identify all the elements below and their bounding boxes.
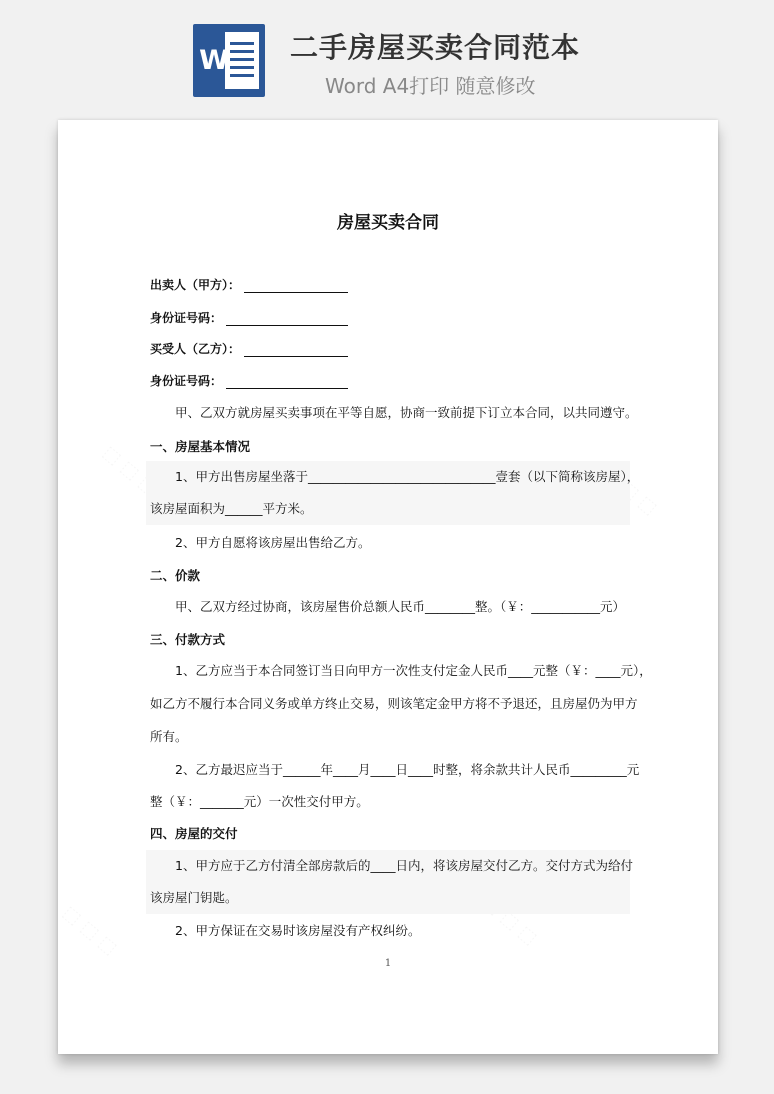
clause-line: 整（￥：_______元）一次性交付甲方。 <box>150 794 369 809</box>
clause-line: 2、乙方最迟应当于______年____月____日____时整，将余款共计人民币_________元 <box>175 762 640 777</box>
clause-line: 该房屋门钥匙。 <box>150 890 238 905</box>
word-document-icon <box>193 24 265 97</box>
header-subtitle: Word A4打印 随意修改 <box>325 74 536 98</box>
seller-label: 出卖人（甲方）： <box>150 278 241 292</box>
clause-line: 1、乙方应当于本合同签订当日向甲方一次性支付定金人民币____元整（￥：____元）， <box>175 663 652 678</box>
clause-line: 2、甲方保证在交易时该房屋没有产权纠纷。 <box>175 923 421 938</box>
header-title: 二手房屋买卖合同范本 <box>290 31 581 64</box>
buyer-id-field <box>150 373 222 389</box>
buyer-id-label: 身份证号码： <box>150 374 223 388</box>
clause-line: 2、甲方自愿将该房屋出售给乙方。 <box>175 535 371 550</box>
section-heading: 一、房屋基本情况 <box>150 439 251 454</box>
clause-line: 所有。 <box>150 729 188 744</box>
clause-line: 甲、乙双方经过协商，该房屋售价总额人民币________整。（￥：___________元） <box>175 599 626 614</box>
clause-line: 1、甲方应于乙方付清全部房款后的____日内，将该房屋交付乙方。交付方式为给付 <box>175 858 633 873</box>
document-page <box>58 120 718 1054</box>
clause-line: 该房屋面积为______平方米。 <box>150 501 313 516</box>
seller-id-field <box>150 310 222 326</box>
watermark-decoration <box>59 902 121 959</box>
page-number: 1 <box>384 958 392 969</box>
section-heading: 四、房屋的交付 <box>150 826 238 841</box>
section-heading: 二、价款 <box>150 568 201 583</box>
buyer-field <box>150 341 240 357</box>
section-heading: 三、付款方式 <box>150 632 226 647</box>
buyer-fill-line <box>244 356 348 357</box>
buyer-label: 买受人（乙方）： <box>150 342 241 356</box>
seller-field <box>150 277 240 293</box>
seller-id-fill-line <box>226 325 348 326</box>
document-title: 房屋买卖合同 <box>337 213 439 233</box>
clause-line: 如乙方不履行本合同义务或单方终止交易，则该笔定金甲方将不予退还，且房屋仍为甲方 <box>150 696 638 711</box>
buyer-id-fill-line <box>226 388 348 389</box>
clause-line: 1、甲方出售房屋坐落于______________________________壹套（以下简称该房屋）， <box>175 469 640 484</box>
intro-paragraph: 甲、乙双方就房屋买卖事项在平等自愿，协商一致前提下订立本合同，以共同遵守。 <box>175 405 638 420</box>
seller-id-label: 身份证号码： <box>150 311 223 325</box>
word-icon-letter: W <box>199 45 229 76</box>
header-banner <box>0 0 774 112</box>
seller-fill-line <box>244 292 348 293</box>
